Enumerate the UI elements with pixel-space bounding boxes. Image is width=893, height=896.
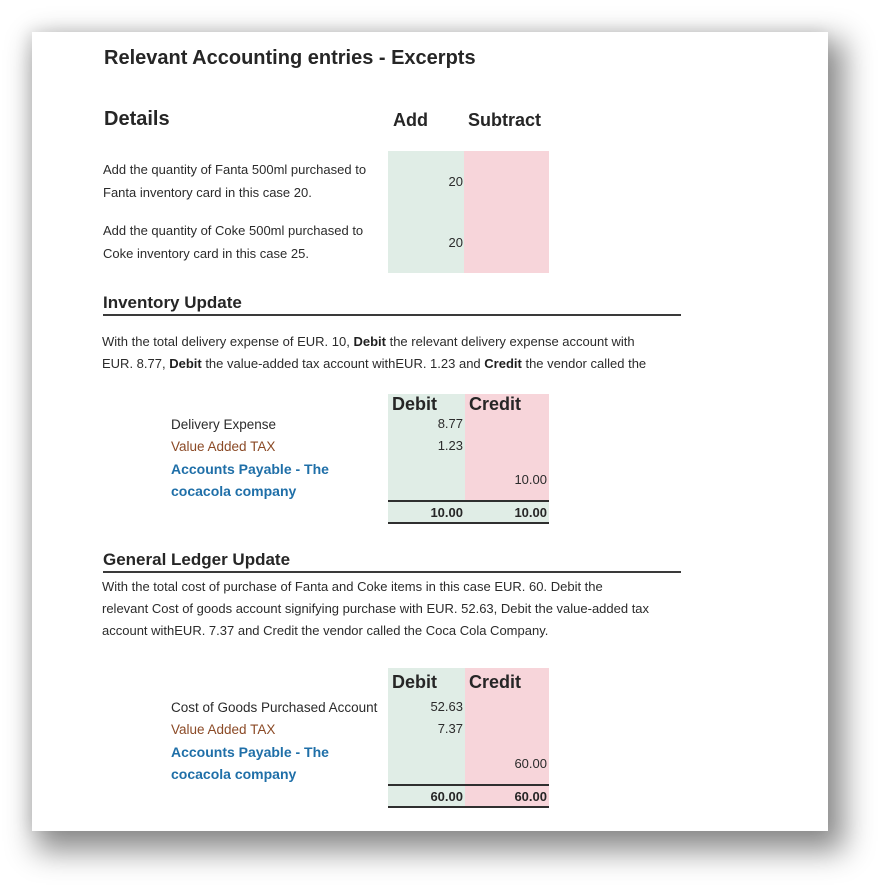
debit-header: Debit: [392, 672, 437, 692]
account-name-line: Accounts Payable - The: [171, 744, 329, 760]
paragraph-line: With the total cost of purchase of Fanta and Coke items in this case EUR. 60. Debit the: [102, 579, 603, 594]
emphasis-debit: Debit: [169, 356, 202, 371]
details-row-fanta: [103, 158, 393, 204]
page-title: Relevant Accounting entries - Excerpts: [104, 47, 476, 69]
account-vat: Value Added TAX: [171, 439, 276, 454]
total-rule-top: [388, 784, 549, 786]
add-value-coke: 20: [448, 235, 463, 250]
add-column-bg: [388, 151, 464, 273]
debit-header: Debit: [392, 394, 437, 414]
details-header: Details: [104, 108, 170, 130]
general-ledger-update-heading: General Ledger Update: [103, 550, 681, 573]
text-span: With the total delivery expense of EUR. 10,: [102, 334, 354, 349]
text-span: the value-added tax account withEUR. 1.23 and: [201, 356, 485, 371]
credit-accounts-payable: 60.00: [514, 756, 547, 771]
paragraph-line: account withEUR. 7.37 and Credit the vendor called the Coca Cola Company.: [102, 623, 549, 638]
text-span: EUR. 8.77,: [102, 356, 170, 371]
debit-vat: 7.37: [437, 721, 463, 736]
account-name-line: Accounts Payable - The: [171, 461, 329, 477]
account-name-line: cocacola company: [171, 483, 297, 499]
text-span: the relevant delivery expense account with: [385, 334, 635, 349]
details-row-coke: [103, 219, 393, 265]
emphasis-debit: Debit: [353, 334, 386, 349]
details-row-text: Coke inventory card in this case 25.: [103, 246, 309, 261]
total-rule-bottom: [388, 522, 549, 524]
account-cost-of-goods: Cost of Goods Purchased Account: [171, 700, 378, 715]
account-delivery-expense: Delivery Expense: [171, 417, 277, 432]
add-column-header: Add: [393, 110, 428, 130]
details-row-text: Add the quantity of Fanta 500ml purchased to: [103, 162, 367, 177]
total-debit: 10.00: [430, 505, 463, 520]
debit-vat: 1.23: [437, 438, 463, 453]
details-row-text: Add the quantity of Coke 500ml purchased to: [103, 223, 364, 238]
debit-cost-of-goods: 52.63: [430, 699, 463, 714]
account-vat: Value Added TAX: [171, 722, 276, 737]
inventory-update-paragraph: [102, 331, 702, 375]
document-page: [32, 32, 828, 831]
general-ledger-paragraph: [102, 576, 702, 642]
account-name-line: cocacola company: [171, 766, 297, 782]
total-debit: 60.00: [430, 789, 463, 804]
text-span: the vendor called the: [521, 356, 647, 371]
paragraph-line: [102, 353, 702, 375]
paragraph-line: [102, 331, 702, 353]
total-credit: 60.00: [514, 789, 547, 804]
add-value-fanta: 20: [448, 174, 463, 189]
total-rule-bottom: [388, 806, 549, 808]
account-accounts-payable: [171, 741, 329, 785]
debit-delivery-expense: 8.77: [437, 416, 463, 431]
subtract-column-bg: [464, 151, 549, 273]
total-credit: 10.00: [514, 505, 547, 520]
account-accounts-payable: [171, 458, 329, 502]
inventory-update-heading: Inventory Update: [103, 293, 681, 316]
details-row-text: Fanta inventory card in this case 20.: [103, 185, 312, 200]
paragraph-line: relevant Cost of goods account signifying purchase with EUR. 52.63, Debit the value-added tax: [102, 601, 650, 616]
credit-header: Credit: [469, 672, 522, 692]
subtract-column-header: Subtract: [468, 110, 542, 130]
credit-header: Credit: [469, 394, 522, 414]
emphasis-credit: Credit: [484, 356, 522, 371]
credit-accounts-payable: 10.00: [514, 472, 547, 487]
